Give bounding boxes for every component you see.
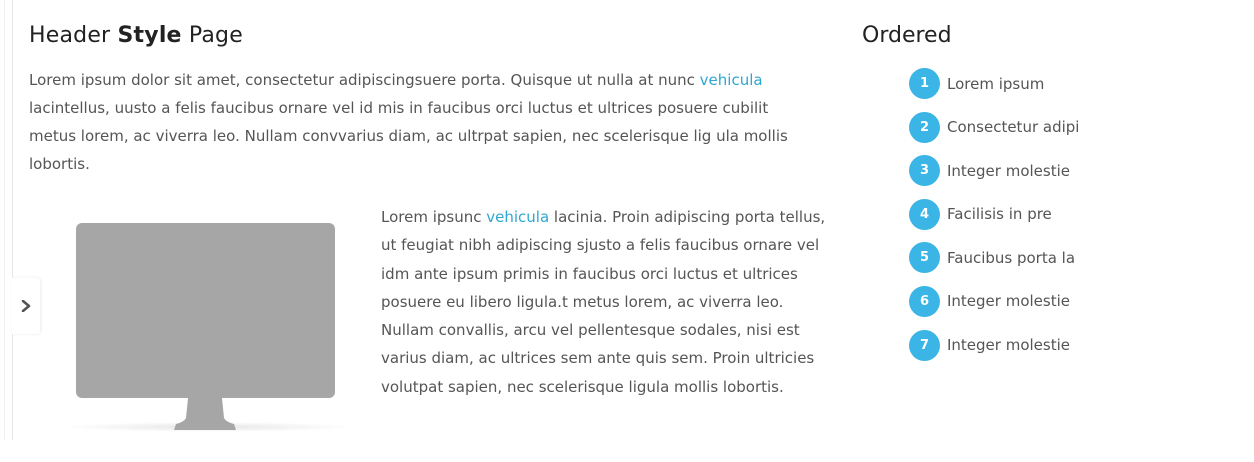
monitor-screen <box>76 223 335 398</box>
page-title-bold: Style <box>117 23 182 48</box>
ordered-title: Ordered <box>862 23 952 48</box>
side-text-before-link: Lorem ipsunc <box>381 208 487 226</box>
side-vehicula-link[interactable]: vehicula <box>486 208 550 226</box>
number-badge: 6 <box>909 286 940 317</box>
side-text-after-link: lacinia. Proin adipiscing porta tellus, ut feugiat nibh adipiscing sjusto a felis faucibus ornare vel idm ante ipsum primis in faucibus orci luctus et ultrices posuere eu libero ligula.t metus lorem, ac viverra leo. Nullam convallis, arcu vel pellentesque sodales, nisi est varius diam, ac ultrices sem ante quis sem. Proin ultricies volutpat sapien, nec scelerisque ligula mollis lobortis. <box>381 208 826 396</box>
number-badge: 5 <box>909 242 940 273</box>
list-item-label: Integer molestie <box>947 161 1071 180</box>
list-item-label: Consectetur adipi <box>947 118 1080 137</box>
number-badge: 1 <box>909 68 940 99</box>
ordered-sidebar <box>862 20 1222 373</box>
number-badge: 2 <box>909 112 940 143</box>
monitor-icon <box>62 218 354 434</box>
chevron-right-icon <box>21 300 31 312</box>
list-item-label: Integer molestie <box>947 292 1071 311</box>
main-content <box>29 20 829 178</box>
slide-panel-toggle[interactable] <box>12 278 40 334</box>
list-item <box>909 155 1222 186</box>
list-item <box>909 330 1222 361</box>
page-title <box>29 20 829 52</box>
page-title-pre: Header <box>29 23 111 48</box>
intro-text-after-link: lacintellus, uusto a felis faucibus ornare vel id mis in faucibus orci luctus et ultrices posuere cubilit metus lorem, ac viverra leo. Nullam convvarius diam, ac ultrpat sapien, nec scelerisque lig ula mollis lobortis. <box>29 99 788 173</box>
list-item <box>909 242 1222 273</box>
page-title-post: Page <box>188 23 243 48</box>
list-item-label: Lorem ipsum <box>947 74 1045 93</box>
side-paragraph <box>381 203 831 401</box>
list-item-label: Facilisis in pre <box>947 205 1052 224</box>
list-item <box>909 286 1222 317</box>
intro-vehicula-link[interactable]: vehicula <box>699 71 763 89</box>
number-badge: 7 <box>909 330 940 361</box>
list-item <box>909 199 1222 230</box>
left-edge-rail <box>0 0 13 440</box>
list-item <box>909 68 1222 99</box>
intro-text-before-link: Lorem ipsum dolor sit amet, consectetur adipiscingsuere porta. Quisque ut nulla at nunc <box>29 71 700 89</box>
number-badge: 4 <box>909 199 940 230</box>
number-badge: 3 <box>909 155 940 186</box>
intro-paragraph <box>29 66 819 178</box>
list-item-label: Faucibus porta la <box>947 248 1076 267</box>
list-item <box>909 112 1222 143</box>
rail-line <box>4 0 5 440</box>
list-item-label: Integer molestie <box>947 336 1071 355</box>
ordered-list <box>862 68 1222 361</box>
monitor-stand <box>174 398 236 430</box>
